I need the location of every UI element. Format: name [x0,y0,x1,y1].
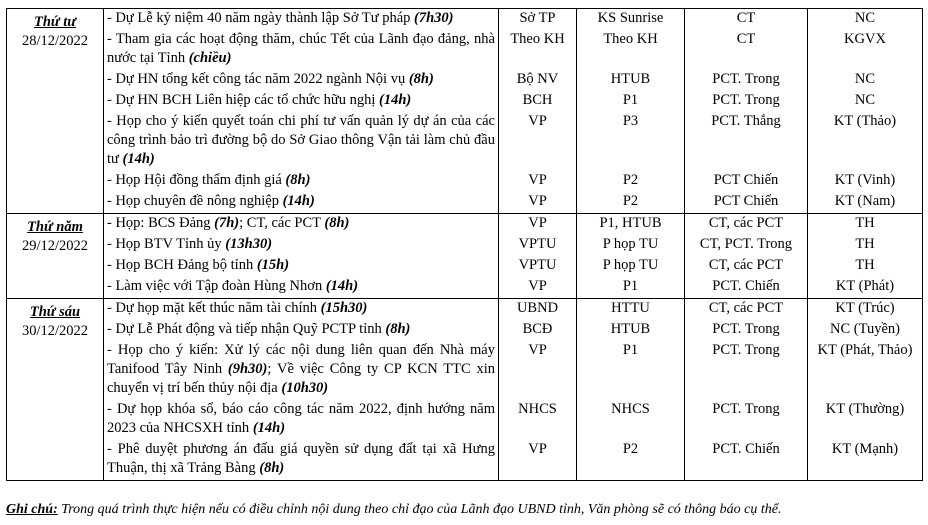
lead-value: CT [736,10,756,26]
place-value: P1, HTUB [599,215,662,231]
place-value: P2 [622,193,639,209]
agenda-item [104,440,498,480]
host-value: VP [528,278,547,294]
host-value: NHCS [518,401,557,417]
agenda-text: - Dự HN BCH Liên hiệp các tổ chức hữu nghị [107,92,380,108]
participant-value: KT (Phát, Thảo) [817,342,913,358]
agenda-time: (chiều) [188,50,232,66]
day-row [7,299,923,481]
agenda-item [104,9,498,30]
host-value: Theo KH [510,31,565,47]
place-cell [577,9,685,214]
lead-value: PCT. Chiến [712,278,780,294]
participant-cell [808,299,923,481]
host-value: VP [528,172,547,188]
host-value: BCĐ [522,321,553,337]
agenda-time: (14h) [325,278,359,294]
agenda-time: (7h) [214,215,240,231]
lead-value: CT [736,31,756,47]
lead-value: PCT Chiến [713,193,779,209]
agenda-text: - Họp BTV Tỉnh ủy [107,236,226,252]
place-value: P3 [622,113,639,129]
lead-value: CT, các PCT [708,215,784,231]
agenda-text-2: ; Về việc Công ty CP KCN TTC xin chuyển vị trí bến thủy nội địa [107,361,495,396]
day-name: Thứ sáu [29,304,81,320]
agenda-text: - Họp: BCS Đảng [107,215,215,231]
lead-cell [685,299,808,481]
agenda-time: (14h) [122,151,155,167]
agenda-item [104,214,498,235]
agenda-item [104,70,498,91]
agenda-text: - Dự họp khóa sổ, báo cáo công tác năm 2022, định hướng năm 2023 của NHCSXH tỉnh [107,401,495,436]
lead-value: PCT Chiến [713,172,779,188]
agenda-text: - Họp chuyên đề nông nghiệp [107,193,283,209]
place-value: P2 [622,172,639,188]
host-value: VPTU [518,257,557,273]
agenda-time: (14h) [282,193,315,209]
place-value: P họp TU [602,257,659,273]
lead-value: PCT. Trong [712,71,780,87]
participant-value: KT (Trúc) [835,300,895,316]
place-cell [577,214,685,299]
footnote-label: Ghi chú: [6,502,58,517]
agenda-time: (8h) [285,172,311,188]
agenda-text: - Họp cho ý kiến quyết toán chi phí tư vấn quản lý dự án của các công trình bảo trì đường bộ do Sở Giao thông Vận tải làm chủ đầu tư [107,113,495,167]
agenda-text: - Phê duyệt phương án đấu giá quyền sử dụng đất tại xã Hưng Thuận, thị xã Trảng Bàng [107,441,495,476]
agenda-text: - Tham gia các hoạt động thăm, chúc Tết của Lãnh đạo đảng, nhà nước tại Tỉnh [107,31,495,66]
lead-value: PCT. Trong [712,92,780,108]
agenda-cell [104,9,499,214]
participant-value: KGVX [844,31,886,47]
place-value: HTUB [610,71,651,87]
day-row [7,214,923,299]
place-value: HTUB [610,321,651,337]
footnote [6,502,922,518]
day-date: 28/12/2022 [21,33,89,49]
day-cell [7,214,104,299]
participant-value: KT (Thảo) [833,113,897,129]
footnote-text: Trong quá trình thực hiện nếu có điều chỉnh nội dung theo chỉ đạo của Lãnh đạo UBND tỉnh, Văn phòng sẽ có thông báo cụ thể. [57,502,782,517]
agenda-item [104,400,498,440]
place-cell [577,299,685,481]
host-value: BCH [522,92,553,108]
agenda-time: (8h) [408,71,434,87]
host-value: VP [528,113,547,129]
participant-value: NC [854,10,876,26]
host-value: UBND [516,300,559,316]
host-cell [499,214,577,299]
lead-cell [685,9,808,214]
participant-cell [808,214,923,299]
participant-value: NC [854,92,876,108]
agenda-time-2: (10h30) [281,380,329,396]
agenda-time: (8h) [385,321,411,337]
lead-cell [685,214,808,299]
agenda-text: - Họp Hội đồng thẩm định giá [107,172,286,188]
participant-value: KT (Vinh) [834,172,896,188]
host-value: VP [528,441,547,457]
agenda-item [104,256,498,277]
agenda-item [104,91,498,112]
host-cell [499,9,577,214]
place-value: KS Sunrise [597,10,664,26]
place-value: P1 [622,342,639,358]
agenda-time: (14h) [379,92,412,108]
day-name: Thứ năm [27,219,83,235]
lead-value: PCT. Trong [712,321,780,337]
agenda-cell [104,299,499,481]
day-cell [7,299,104,481]
participant-value: KT (Mạnh) [831,441,899,457]
day-row [7,9,923,214]
lead-value: PCT. Trong [712,342,780,358]
host-value: Bộ NV [516,71,559,87]
place-value: P1 [622,92,639,108]
participant-value: NC [854,71,876,87]
host-value: VP [528,193,547,209]
participant-value: TH [855,257,875,273]
participant-cell [808,9,923,214]
agenda-item [104,341,498,400]
place-value: NHCS [611,401,650,417]
day-date: 30/12/2022 [21,323,89,339]
agenda-text: - Làm việc với Tập đoàn Hùng Nhơn [107,278,326,294]
lead-value: PCT. Chiến [712,441,780,457]
host-cell [499,299,577,481]
agenda-item [104,320,498,341]
agenda-text: - Họp cho ý kiến: Xử lý các nội dung liên quan đến Nhà máy Tanifood Tây Ninh [107,342,495,377]
lead-value: PCT. Trong [712,401,780,417]
schedule-table [6,8,923,481]
place-value: P2 [622,441,639,457]
agenda-item [104,112,498,171]
agenda-text: - Họp BCH Đảng bộ tỉnh [107,257,257,273]
day-name: Thứ tư [34,14,76,30]
host-value: Sở TP [519,10,556,26]
agenda-text: - Dự Lễ Phát động và tiếp nhận Quỹ PCTP tỉnh [107,321,386,337]
participant-value: NC (Tuyền) [830,321,900,337]
lead-value: CT, PCT. Trong [699,236,793,252]
participant-value: TH [855,236,875,252]
agenda-text-2: ; CT, các PCT [239,215,325,231]
participant-value: TH [855,215,875,231]
participant-value: KT (Nam) [834,193,896,209]
agenda-time: (14h) [252,420,286,436]
agenda-item [104,30,498,70]
agenda-time: (8h) [259,460,285,476]
host-value: VPTU [518,236,557,252]
agenda-item [104,171,498,192]
agenda-time: (9h30) [227,361,268,377]
day-cell [7,9,104,214]
agenda-item [104,235,498,256]
day-date: 29/12/2022 [21,238,89,254]
host-value: VP [528,342,547,358]
agenda-text: - Dự họp mặt kết thúc năm tài chính [107,300,321,316]
agenda-item [104,192,498,213]
agenda-item [104,277,498,298]
lead-value: CT, các PCT [708,257,784,273]
agenda-text: - Dự Lễ kỷ niệm 40 năm ngày thành lập Sở Tư pháp [107,10,415,26]
agenda-time: (13h30) [225,236,273,252]
place-value: HTTU [611,300,650,316]
agenda-item [104,299,498,320]
host-value: VP [528,215,547,231]
agenda-time: (15h30) [320,300,368,316]
place-value: P họp TU [602,236,659,252]
participant-value: KT (Phát) [835,278,895,294]
lead-value: CT, các PCT [708,300,784,316]
place-value: P1 [622,278,639,294]
agenda-time-2: (8h) [324,215,350,231]
agenda-text: - Dự HN tổng kết công tác năm 2022 ngành Nội vụ [107,71,409,87]
lead-value: PCT. Thắng [711,113,781,129]
agenda-time: (7h30) [414,10,454,26]
agenda-cell [104,214,499,299]
place-value: Theo KH [603,31,658,47]
agenda-time: (15h) [256,257,290,273]
participant-value: KT (Thường) [825,401,905,417]
